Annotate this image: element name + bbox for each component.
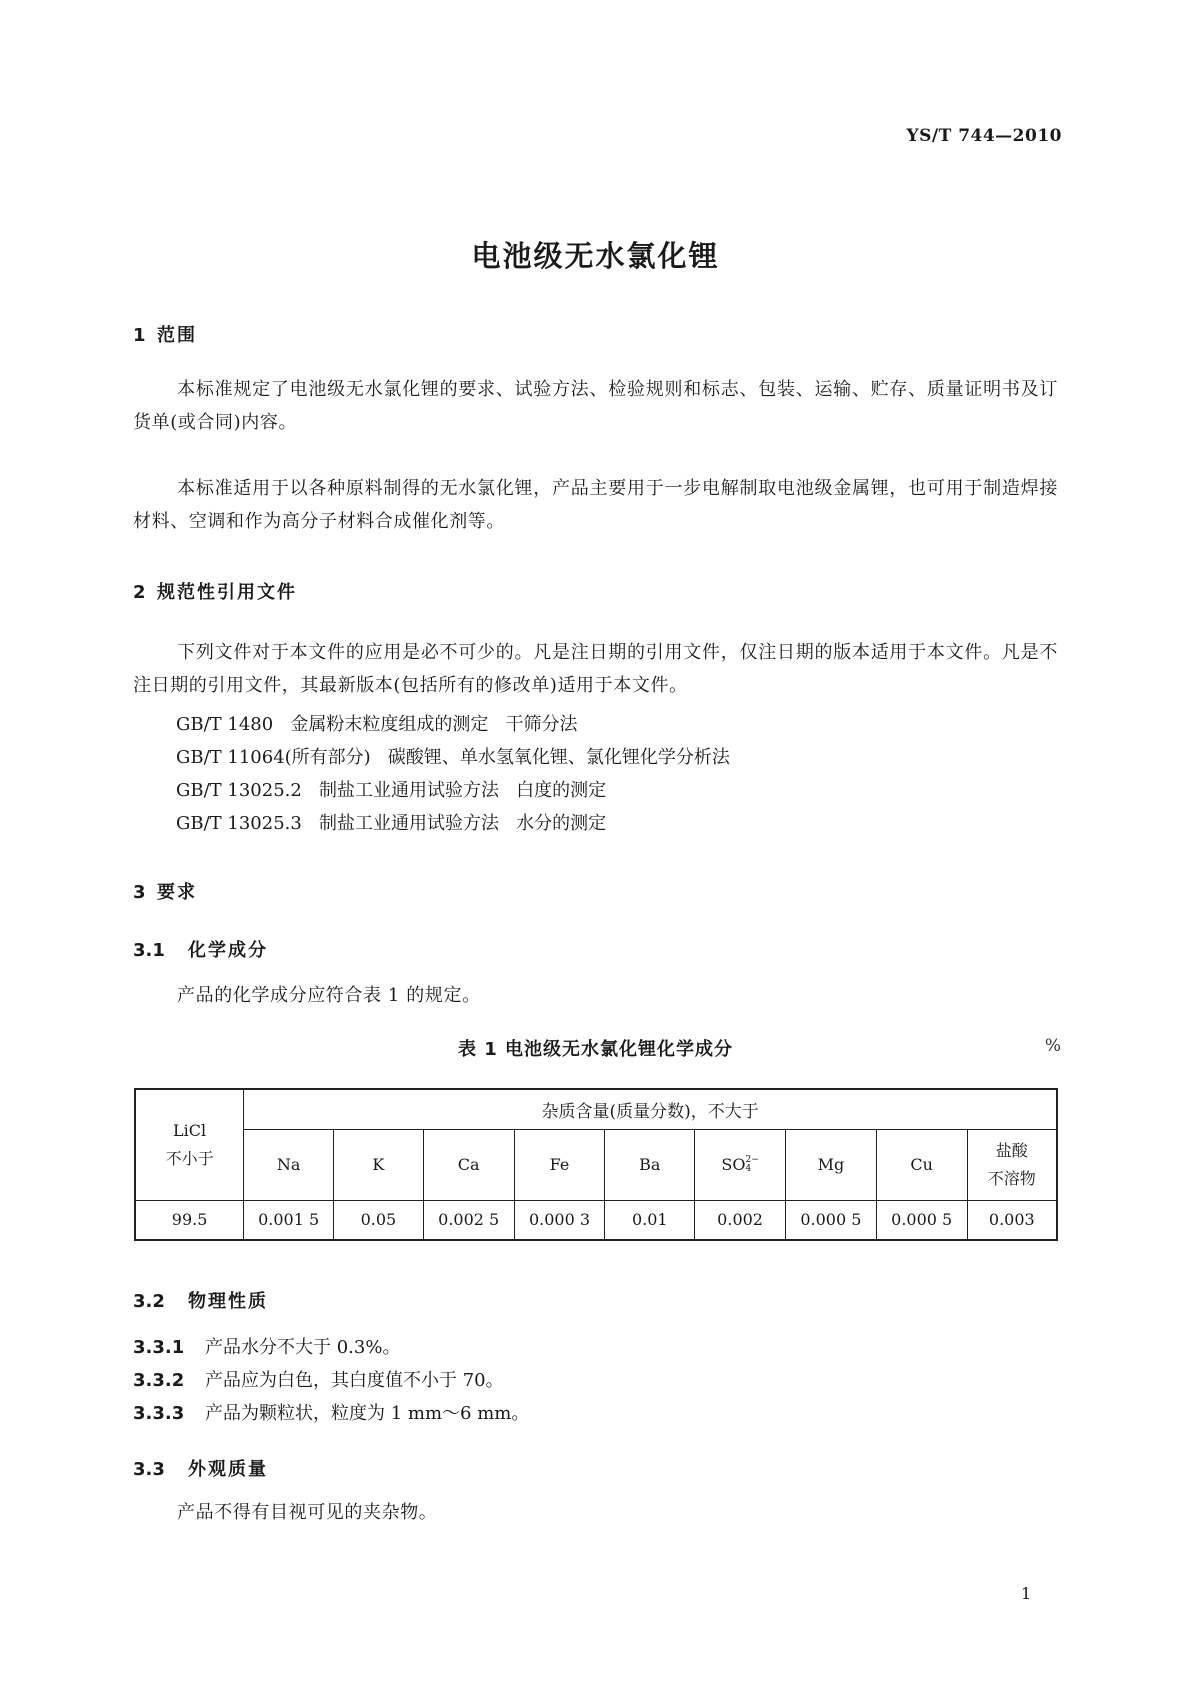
section-number: 3 bbox=[133, 882, 146, 903]
section-3-1-heading bbox=[133, 936, 268, 962]
clause-item bbox=[133, 1399, 529, 1425]
section-3-3-paragraph bbox=[133, 1496, 1058, 1529]
table-cell: 0.002 bbox=[695, 1200, 786, 1240]
clause-item bbox=[133, 1333, 400, 1359]
paragraph-text: 产品不得有目视可见的夹杂物。 bbox=[177, 1502, 438, 1523]
table-cell: 0.000 5 bbox=[785, 1200, 876, 1240]
section-title: 化学成分 bbox=[188, 940, 268, 961]
table-cell: 0.05 bbox=[334, 1200, 424, 1240]
clause-item bbox=[133, 1366, 504, 1392]
section-2-paragraph bbox=[133, 636, 1058, 702]
table-cell: 0.001 5 bbox=[244, 1200, 334, 1240]
column-header: Mg bbox=[785, 1129, 876, 1200]
section-number: 1 bbox=[133, 325, 146, 346]
section-title: 规范性引用文件 bbox=[157, 582, 297, 603]
column-header: Cu bbox=[876, 1129, 967, 1200]
clause-number: 3.3.2 bbox=[133, 1370, 185, 1391]
sulfate-subscript: 4 bbox=[745, 1164, 752, 1175]
section-3-1-paragraph bbox=[133, 979, 1058, 1012]
paragraph-text: 产品的化学成分应符合表 1 的规定。 bbox=[177, 985, 481, 1006]
insoluble-header-line: 不溶物 bbox=[987, 1168, 1036, 1188]
column-header: Na bbox=[244, 1129, 334, 1200]
section-1-paragraph-1 bbox=[133, 373, 1058, 439]
table-subheader-row bbox=[135, 1129, 1057, 1200]
licl-header-cell bbox=[135, 1089, 244, 1200]
impurity-header-cell: 杂质含量(质量分数)，不大于 bbox=[244, 1089, 1057, 1129]
paragraph-text: 下列文件对于本文件的应用是必不可少的。凡是注日期的引用文件，仅注日期的版本适用于本文件。凡是不注日期的引用文件，其最新版本(包括所有的修改单)适用于本文件。 bbox=[133, 642, 1058, 696]
document-title: 电池级无水氯化锂 bbox=[471, 239, 720, 273]
table-cell: 0.01 bbox=[605, 1200, 695, 1240]
section-number: 3.1 bbox=[133, 940, 165, 961]
table-cell: 0.000 5 bbox=[876, 1200, 967, 1240]
table-cell: 0.003 bbox=[967, 1200, 1057, 1240]
chemical-composition-table bbox=[134, 1088, 1058, 1241]
clause-text: 产品水分不大于 0.3%。 bbox=[205, 1337, 401, 1358]
section-number: 3.3 bbox=[133, 1459, 165, 1480]
section-title: 物理性质 bbox=[188, 1291, 268, 1312]
reference-item: GB/T 13025.2 制盐工业通用试验方法 白度的测定 bbox=[176, 780, 607, 801]
section-title: 外观质量 bbox=[188, 1459, 268, 1480]
table-row bbox=[135, 1200, 1057, 1240]
table-caption: 表 1 电池级无水氯化锂化学成分 bbox=[457, 1039, 734, 1060]
column-header-insoluble bbox=[967, 1129, 1057, 1200]
sulfate-symbol: SO bbox=[721, 1154, 746, 1174]
reference-item: GB/T 11064(所有部分) 碳酸锂、单水氢氧化锂、氯化锂化学分析法 bbox=[176, 747, 730, 768]
section-2-heading bbox=[133, 578, 297, 604]
standard-code: YS/T 744—2010 bbox=[906, 126, 1062, 146]
section-title: 要求 bbox=[157, 882, 197, 903]
clause-text: 产品为颗粒状，粒度为 1 mm～6 mm。 bbox=[205, 1403, 530, 1424]
column-header-sulfate bbox=[695, 1129, 786, 1200]
column-header: Ca bbox=[423, 1129, 514, 1200]
clause-number: 3.3.1 bbox=[133, 1337, 185, 1358]
table-header-row bbox=[135, 1089, 1057, 1129]
column-header: K bbox=[334, 1129, 424, 1200]
column-header: Ba bbox=[605, 1129, 695, 1200]
clause-text: 产品应为白色，其白度值不小于 70。 bbox=[205, 1370, 504, 1391]
licl-header-line: 不小于 bbox=[165, 1148, 214, 1168]
insoluble-header-line: 盐酸 bbox=[995, 1140, 1028, 1160]
section-3-3-heading bbox=[133, 1455, 268, 1481]
section-number: 3.2 bbox=[133, 1291, 165, 1312]
section-3-2-heading bbox=[133, 1287, 268, 1313]
table-cell: 0.000 3 bbox=[514, 1200, 605, 1240]
page-number: 1 bbox=[1021, 1584, 1032, 1603]
section-number: 2 bbox=[133, 582, 146, 603]
section-1-heading bbox=[133, 321, 197, 347]
licl-header-line: LiCl bbox=[173, 1120, 207, 1140]
table-unit: % bbox=[1044, 1036, 1061, 1056]
column-header: Fe bbox=[514, 1129, 605, 1200]
reference-item: GB/T 13025.3 制盐工业通用试验方法 水分的测定 bbox=[176, 813, 607, 834]
section-title: 范围 bbox=[157, 325, 197, 346]
table-cell: 99.5 bbox=[135, 1200, 244, 1240]
section-1-paragraph-2 bbox=[133, 472, 1058, 538]
paragraph-text: 本标准规定了电池级无水氯化锂的要求、试验方法、检验规则和标志、包装、运输、贮存、质量证明书及订货单(或合同)内容。 bbox=[133, 379, 1058, 433]
reference-item: GB/T 1480 金属粉末粒度组成的测定 干筛分法 bbox=[176, 714, 578, 735]
clause-number: 3.3.3 bbox=[133, 1403, 185, 1424]
sulfate-charge: 2− bbox=[745, 1155, 759, 1166]
section-3-heading bbox=[133, 878, 197, 904]
paragraph-text: 本标准适用于以各种原料制得的无水氯化锂，产品主要用于一步电解制取电池级金属锂，也可用于制造焊接材料、空调和作为高分子材料合成催化剂等。 bbox=[133, 478, 1058, 532]
table-cell: 0.002 5 bbox=[423, 1200, 514, 1240]
